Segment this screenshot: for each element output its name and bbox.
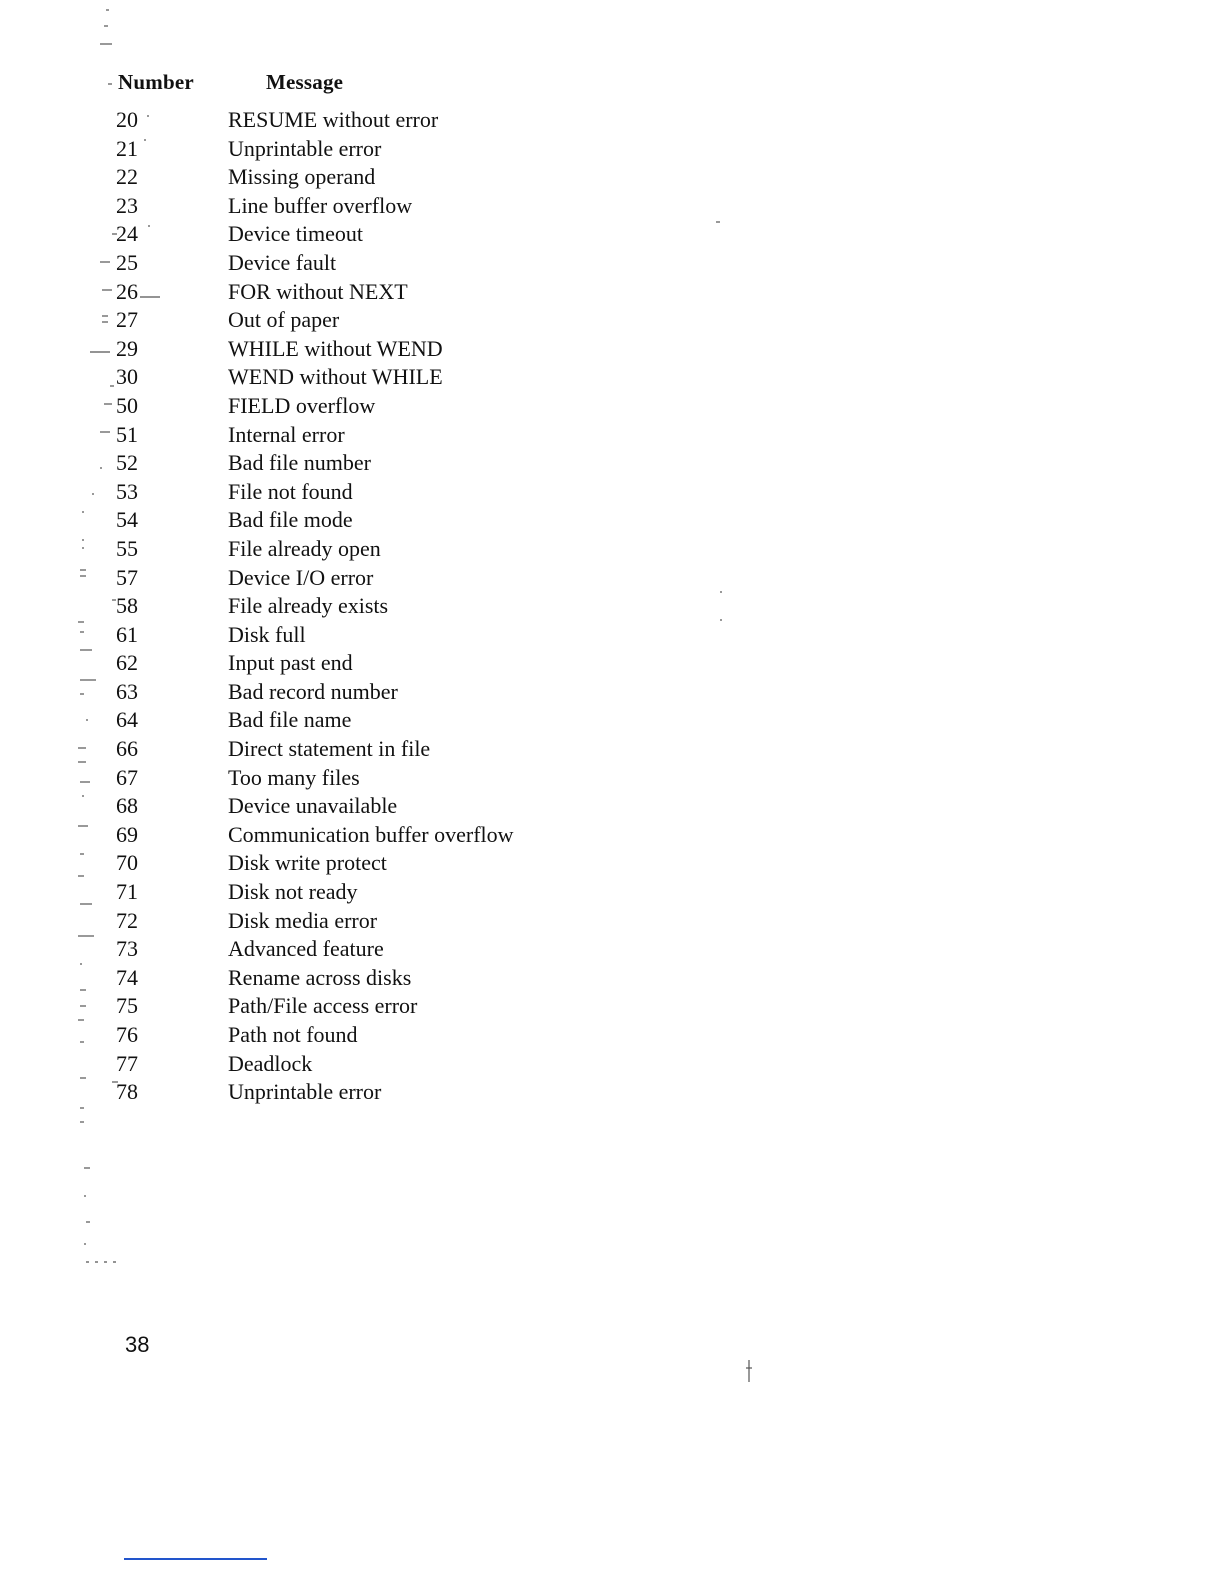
table-row	[0, 849, 1224, 878]
table-row	[0, 621, 1224, 650]
error-message: Bad record number	[228, 678, 398, 704]
error-number: 66	[116, 736, 138, 762]
error-message: Direct statement in file	[228, 736, 431, 762]
table-row	[0, 735, 1224, 764]
table-row	[0, 249, 1224, 278]
table-row	[0, 649, 1224, 678]
table-row	[0, 821, 1224, 850]
error-message: WHILE without WEND	[228, 335, 443, 361]
error-message: Disk write protect	[228, 850, 387, 876]
error-number: 55	[116, 535, 138, 561]
error-number: 77	[116, 1050, 138, 1076]
table-row	[0, 135, 1224, 164]
table-row	[0, 1021, 1224, 1050]
error-number: 62	[116, 650, 138, 676]
table-row	[0, 335, 1224, 364]
table-row	[0, 564, 1224, 593]
error-number: 53	[116, 478, 138, 504]
error-message: Bad file name	[228, 707, 352, 733]
error-message: Out of paper	[228, 307, 340, 333]
table-row	[0, 992, 1224, 1021]
error-message: Bad file mode	[228, 507, 353, 533]
error-message: Path not found	[228, 1022, 358, 1047]
bottom-rule	[124, 1558, 267, 1560]
error-message: Bad file number	[228, 450, 371, 476]
error-message: Disk full	[228, 621, 306, 647]
error-number: 57	[116, 564, 138, 590]
page-number: 38	[125, 1332, 150, 1357]
table-row	[0, 421, 1224, 450]
error-number: 29	[116, 335, 138, 361]
error-number: 75	[116, 993, 138, 1019]
error-number: 64	[116, 707, 138, 733]
error-number: 25	[116, 249, 138, 275]
error-number: 69	[116, 821, 138, 847]
error-message: WEND without WHILE	[228, 364, 443, 390]
error-number: 63	[116, 678, 138, 704]
table-row	[0, 278, 1224, 307]
error-message: Too many files	[228, 764, 360, 790]
error-message: Input past end	[228, 650, 353, 676]
error-number: 30	[116, 364, 138, 390]
table-row	[0, 678, 1224, 707]
table-row	[0, 592, 1224, 621]
table-row	[0, 392, 1224, 421]
error-number: 68	[116, 793, 138, 819]
table-row	[0, 706, 1224, 735]
error-number: 52	[116, 450, 138, 476]
error-number: 61	[116, 621, 138, 647]
error-number: 54	[116, 507, 138, 533]
error-message: Disk media error	[228, 907, 378, 933]
error-message: File not found	[228, 478, 353, 504]
error-number: 23	[116, 192, 138, 218]
error-number: 67	[116, 764, 138, 790]
error-number: 73	[116, 936, 138, 962]
error-message: FOR without NEXT	[228, 278, 408, 304]
error-message: Path/File access error	[228, 993, 418, 1019]
error-message: RESUME without error	[228, 107, 439, 132]
error-message: Missing operand	[228, 164, 376, 190]
error-message: Internal error	[228, 421, 345, 447]
error-message: FIELD overflow	[228, 392, 376, 418]
error-number: 70	[116, 850, 138, 876]
table-row	[0, 363, 1224, 392]
error-number: 72	[116, 907, 138, 933]
table-row	[0, 764, 1224, 793]
table-row	[0, 478, 1224, 507]
table-row	[0, 535, 1224, 564]
error-message: Device fault	[228, 249, 337, 275]
error-number: 24	[116, 221, 138, 247]
table-row	[0, 1050, 1224, 1079]
error-table	[0, 106, 1224, 1107]
error-message: Rename across disks	[228, 964, 412, 990]
error-message: Device unavailable	[228, 793, 398, 819]
error-number: 76	[116, 1022, 138, 1047]
error-number: 20	[116, 107, 138, 132]
column-header-message: Message	[266, 70, 344, 94]
error-number: 21	[116, 135, 138, 161]
error-message: Unprintable error	[228, 1079, 382, 1105]
error-message: Deadlock	[228, 1050, 313, 1076]
error-number: 74	[116, 964, 138, 990]
column-header-number: Number	[118, 70, 194, 94]
error-number: 50	[116, 392, 138, 418]
table-row	[0, 306, 1224, 335]
error-number: 22	[116, 164, 138, 190]
error-message: Communication buffer overflow	[228, 821, 514, 847]
error-number: 71	[116, 879, 138, 905]
table-row	[0, 506, 1224, 535]
table-row	[0, 163, 1224, 192]
error-message: Advanced feature	[228, 936, 384, 962]
table-row	[0, 878, 1224, 907]
table-row	[0, 106, 1224, 135]
table-row	[0, 964, 1224, 993]
error-number: 58	[116, 593, 138, 619]
error-message: Device I/O error	[228, 564, 374, 590]
table-header	[0, 70, 1224, 102]
error-message: Unprintable error	[228, 135, 382, 161]
error-message: File already open	[228, 535, 381, 561]
error-number: 78	[116, 1079, 138, 1105]
error-message: Line buffer overflow	[228, 192, 413, 218]
table-row	[0, 449, 1224, 478]
table-row	[0, 220, 1224, 249]
table-row	[0, 792, 1224, 821]
error-number: 51	[116, 421, 138, 447]
error-number: 27	[116, 307, 138, 333]
error-message: Device timeout	[228, 221, 364, 247]
table-row	[0, 907, 1224, 936]
table-row	[0, 192, 1224, 221]
table-row	[0, 1078, 1224, 1107]
table-row	[0, 935, 1224, 964]
error-number: 26	[116, 278, 138, 304]
error-message: File already exists	[228, 593, 389, 619]
error-message: Disk not ready	[228, 879, 358, 905]
